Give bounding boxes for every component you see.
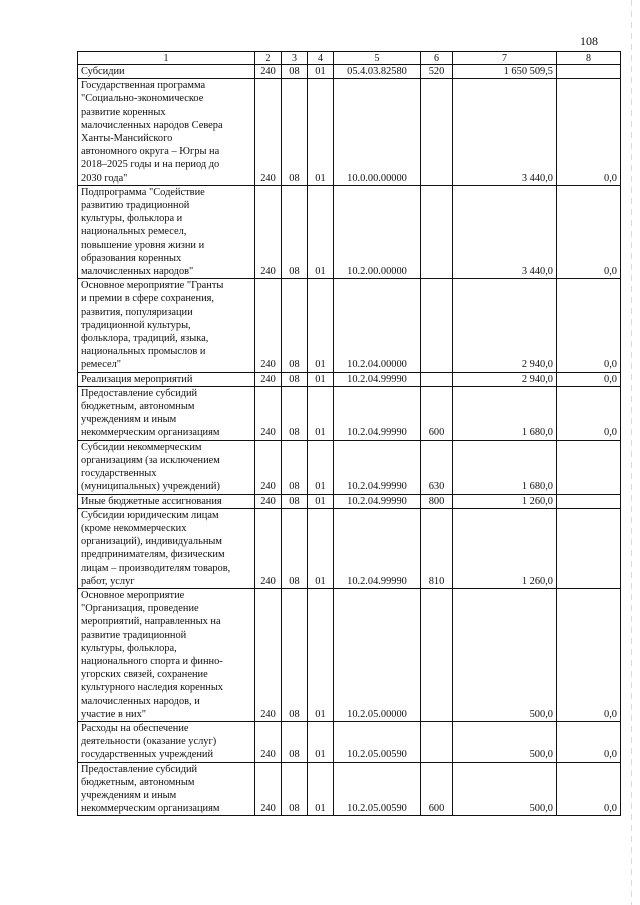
cell-col-2: 240: [255, 79, 282, 186]
cell-col-7: 1 260,0: [453, 494, 557, 508]
cell-col-2: 240: [255, 185, 282, 278]
cell-col-3: 08: [282, 494, 308, 508]
cell-col-6: [421, 721, 453, 762]
table-row: [78, 372, 621, 386]
cell-col-4: 01: [308, 65, 334, 79]
cell-col-7: 2 940,0: [453, 372, 557, 386]
cell-col-8: [557, 508, 621, 588]
cell-col-4: 01: [308, 372, 334, 386]
column-header: 2: [255, 52, 282, 65]
cell-col-6: [421, 185, 453, 278]
cell-col-7: 3 440,0: [453, 79, 557, 186]
cell-col-4: 01: [308, 386, 334, 440]
cell-col-4: 01: [308, 721, 334, 762]
cell-col-4: 01: [308, 79, 334, 186]
cell-col-2: 240: [255, 762, 282, 816]
cell-col-3: 08: [282, 721, 308, 762]
table-row: [78, 79, 621, 186]
table-row: [78, 762, 621, 816]
cell-col-8: 0,0: [557, 185, 621, 278]
cell-col-5: 10.2.00.00000: [334, 185, 421, 278]
row-name-cell: Подпрограмма "Содействие развитию традиционной культуры, фольклора и национальных ремесел, повышение уровня жизни и образования коренных малочисленных народов": [78, 185, 255, 278]
budget-table: [77, 51, 621, 816]
cell-col-2: 240: [255, 279, 282, 372]
cell-col-3: 08: [282, 386, 308, 440]
cell-col-5: 05.4.03.82580: [334, 65, 421, 79]
cell-col-6: [421, 372, 453, 386]
cell-col-7: 1 680,0: [453, 386, 557, 440]
row-name-cell: Иные бюджетные ассигнования: [78, 494, 255, 508]
row-name-cell: Основное мероприятие "Гранты и премии в сфере сохранения, развития, популяризации традиционной культуры, фольклора, традиций, языка, национальных промыслов и ремесел": [78, 279, 255, 372]
column-header: 7: [453, 52, 557, 65]
cell-col-2: 240: [255, 588, 282, 721]
cell-col-3: 08: [282, 79, 308, 186]
cell-col-3: 08: [282, 185, 308, 278]
cell-col-4: 01: [308, 440, 334, 494]
cell-col-7: 500,0: [453, 588, 557, 721]
cell-col-8: 0,0: [557, 79, 621, 186]
cell-col-6: 800: [421, 494, 453, 508]
row-name-cell: Субсидии юридическим лицам (кроме некоммерческих организаций), индивидуальным предпринимателям, физическим лицам – производителям товаров, работ, услуг: [78, 508, 255, 588]
table-row: [78, 508, 621, 588]
cell-col-8: [557, 440, 621, 494]
cell-col-7: 1 260,0: [453, 508, 557, 588]
cell-col-4: 01: [308, 588, 334, 721]
cell-col-5: 10.2.05.00000: [334, 588, 421, 721]
table-body: [78, 65, 621, 816]
row-name-cell: Государственная программа "Социально-экономическое развитие коренных малочисленных народов Севера Ханты-Мансийского автономного округа – Югры на 2018–2025 годы и на период до 2030 года": [78, 79, 255, 186]
cell-col-3: 08: [282, 440, 308, 494]
cell-col-5: 10.2.04.00000: [334, 279, 421, 372]
cell-col-3: 08: [282, 588, 308, 721]
row-name-cell: Расходы на обеспечение деятельности (оказание услуг) государственных учреждений: [78, 721, 255, 762]
cell-col-3: 08: [282, 508, 308, 588]
cell-col-3: 08: [282, 279, 308, 372]
column-header: 1: [78, 52, 255, 65]
cell-col-6: [421, 279, 453, 372]
cell-col-4: 01: [308, 508, 334, 588]
column-header: 5: [334, 52, 421, 65]
cell-col-3: 08: [282, 372, 308, 386]
cell-col-5: 10.2.04.99990: [334, 494, 421, 508]
cell-col-7: 2 940,0: [453, 279, 557, 372]
cell-col-8: [557, 65, 621, 79]
cell-col-5: 10.2.04.99990: [334, 440, 421, 494]
cell-col-6: 600: [421, 762, 453, 816]
cell-col-6: 630: [421, 440, 453, 494]
cell-col-4: 01: [308, 279, 334, 372]
column-header: 6: [421, 52, 453, 65]
row-name-cell: Субсидии: [78, 65, 255, 79]
cell-col-8: 0,0: [557, 279, 621, 372]
scan-edge-line: [631, 0, 632, 905]
cell-col-5: 10.2.05.00590: [334, 721, 421, 762]
column-header: 4: [308, 52, 334, 65]
table-row: [78, 721, 621, 762]
cell-col-7: 500,0: [453, 762, 557, 816]
cell-col-7: 3 440,0: [453, 185, 557, 278]
cell-col-2: 240: [255, 508, 282, 588]
table-row: [78, 494, 621, 508]
cell-col-3: 08: [282, 65, 308, 79]
cell-col-6: 600: [421, 386, 453, 440]
cell-col-5: 10.2.04.99990: [334, 386, 421, 440]
cell-col-8: 0,0: [557, 721, 621, 762]
cell-col-6: [421, 79, 453, 186]
cell-col-8: [557, 494, 621, 508]
header-row: [78, 52, 621, 65]
row-name-cell: Основное мероприятие "Организация, проведение мероприятий, направленных на развитие традиционной культуры, фольклора, национального спорта и финно- угорских связей, сохранение культурного наследия коренных малочисленных народов, и участие в них": [78, 588, 255, 721]
cell-col-6: [421, 588, 453, 721]
table-row: [78, 279, 621, 372]
row-name-cell: Предоставление субсидий бюджетным, автономным учреждениям и иным некоммерческим организациям: [78, 386, 255, 440]
table-row: [78, 440, 621, 494]
cell-col-6: 810: [421, 508, 453, 588]
cell-col-5: 10.0.00.00000: [334, 79, 421, 186]
cell-col-4: 01: [308, 494, 334, 508]
table-row: [78, 386, 621, 440]
cell-col-4: 01: [308, 185, 334, 278]
cell-col-5: 10.2.05.00590: [334, 762, 421, 816]
page-number: 108: [580, 34, 598, 48]
cell-col-2: 240: [255, 721, 282, 762]
cell-col-2: 240: [255, 494, 282, 508]
cell-col-2: 240: [255, 386, 282, 440]
cell-col-4: 01: [308, 762, 334, 816]
column-header: 8: [557, 52, 621, 65]
cell-col-2: 240: [255, 372, 282, 386]
cell-col-7: 1 680,0: [453, 440, 557, 494]
cell-col-2: 240: [255, 440, 282, 494]
cell-col-8: 0,0: [557, 762, 621, 816]
column-header: 3: [282, 52, 308, 65]
cell-col-5: 10.2.04.99990: [334, 508, 421, 588]
cell-col-7: 1 650 509,5: [453, 65, 557, 79]
cell-col-2: 240: [255, 65, 282, 79]
table-row: [78, 588, 621, 721]
cell-col-3: 08: [282, 762, 308, 816]
row-name-cell: Субсидии некоммерческим организациям (за исключением государственных (муниципальных) учреждений): [78, 440, 255, 494]
cell-col-8: 0,0: [557, 386, 621, 440]
cell-col-6: 520: [421, 65, 453, 79]
table-row: [78, 65, 621, 79]
cell-col-8: 0,0: [557, 588, 621, 721]
row-name-cell: Предоставление субсидий бюджетным, автономным учреждениям и иным некоммерческим организациям: [78, 762, 255, 816]
table-row: [78, 185, 621, 278]
cell-col-5: 10.2.04.99990: [334, 372, 421, 386]
row-name-cell: Реализация мероприятий: [78, 372, 255, 386]
cell-col-8: 0,0: [557, 372, 621, 386]
cell-col-7: 500,0: [453, 721, 557, 762]
